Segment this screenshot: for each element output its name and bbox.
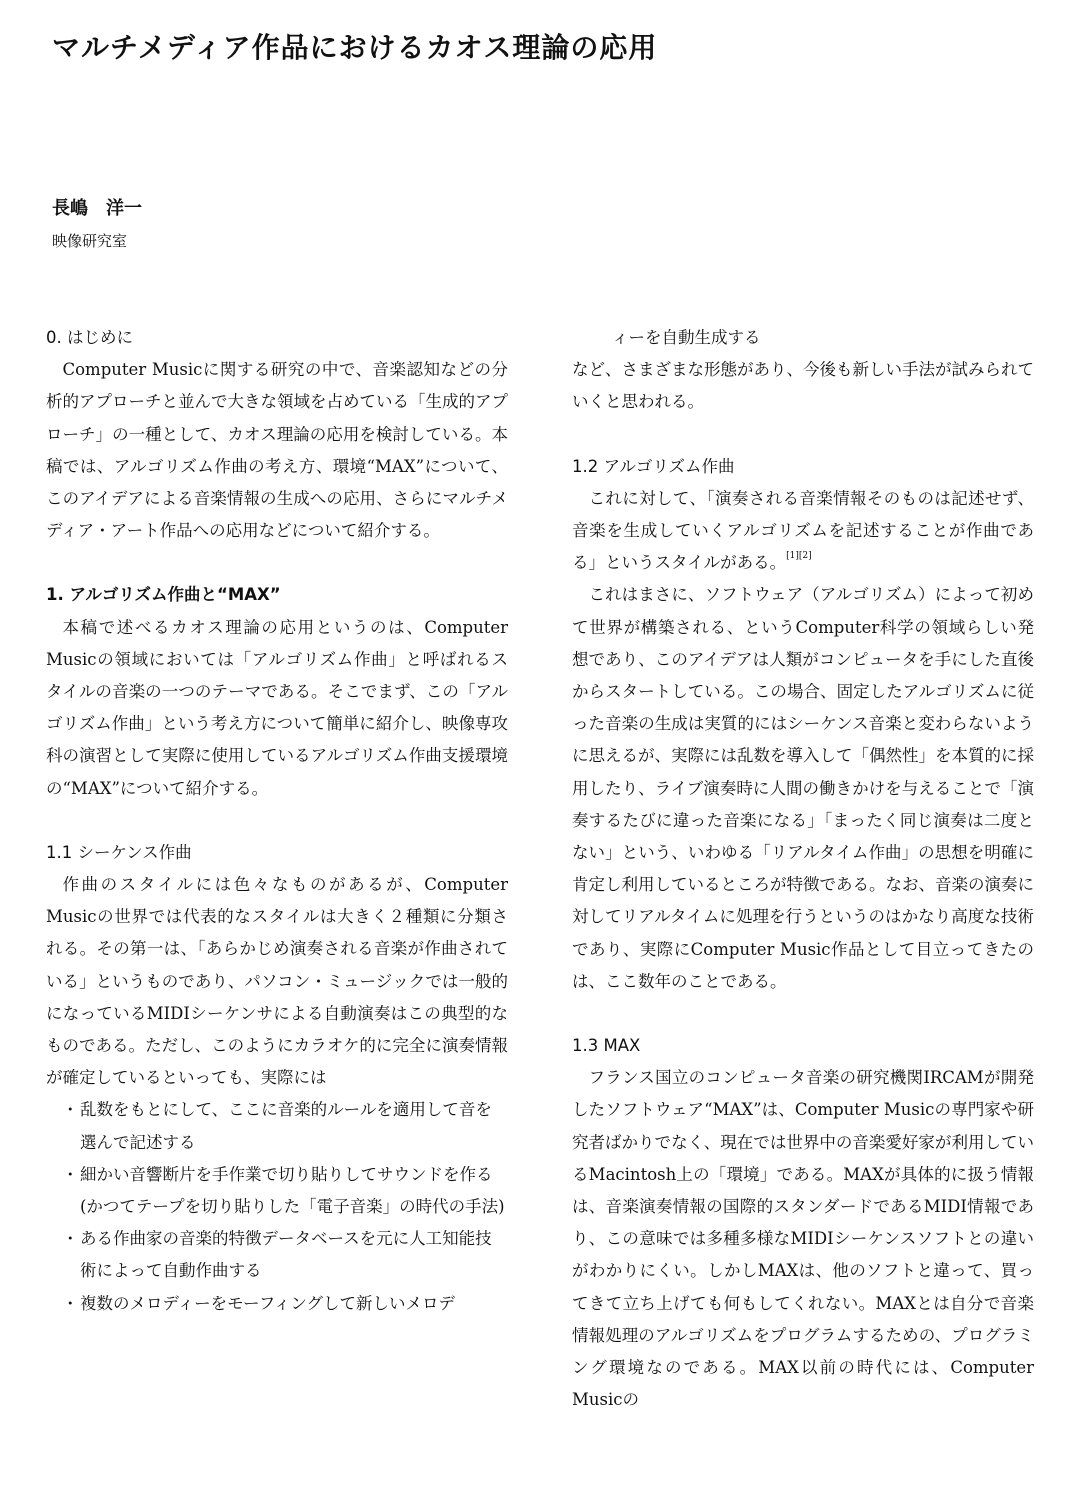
reference-marker: [1][2] — [786, 551, 812, 562]
section-1-2-paragraph-2: これはまさに、ソフトウェア（アルゴリズム）によって初めて世界が構築される、というComputer科学の領域らしい発想であり、このアイデアは人類がコンピュータを手にした直後からスタートしている。この場合、固定したアルゴリズムに従った音楽の生成は実質的にはシーケンス音楽と変わらないように思えるが、実際には乱数を導入して「偶然性」を本質的に採用したり、ライブ演奏時に人間の働きかけを与えることで「演奏するたびに違った音楽になる」「まったく同じ演奏は二度とない」という、いわゆる「リアルタイム作曲」の思想を明確に肯定し利用しているところが特徴である。なお、音楽の演奏に対してリアルタイムに処理を行うというのはかなり高度な技術であり、実際にComputer Music作品として目立ってきたのは、ここ数年のことである。 — [572, 585, 1034, 991]
left-column — [46, 322, 508, 1320]
section-0-paragraph: Computer Musicに関する研究の中で、音楽認知などの分析的アプローチと並んで大きな領域を占めている「生成的アプローチ」の一種として、カオス理論の応用を検討している。本稿では、アルゴリズム作曲の考え方、環境“MAX”について、このアイデアによる音楽情報の生成への応用、さらにマルチメディア・アート作品への応用などについて紹介する。 — [46, 360, 508, 541]
list-item: ・ ある作曲家の音楽的特徴データベースを元に人工知能技術によって自動作曲する — [46, 1223, 508, 1287]
section-1-paragraph: 本稿で述べるカオス理論の応用というのは、Computer Musicの領域においては「アルゴリズム作曲」と呼ばれるスタイルの音楽の一つのテーマである。そこでまず、この「アルゴリズム作曲」という考え方について簡単に紹介し、映像専攻科の演習として実際に使用しているアルゴリズム作曲支援環境の“MAX”について紹介する。 — [46, 617, 508, 798]
list-item-continuation: ィーを自動生成する — [612, 328, 761, 347]
section-0-heading: 0. はじめに — [46, 328, 133, 347]
section-1-3-paragraph: フランス国立のコンピュータ音楽の研究機関IRCAMが開発したソフトウェア“MAX”は、Computer Musicの専門家や研究者ばかりでなく、現在では世界中の音楽愛好家が利用しているMacintosh上の「環境」である。MAXが具体的に扱う情報は、音楽演奏情報の国際的スタンダードであるMIDI情報であり、この意味では多種多様なMIDIシーケンスソフトとの違いがわかりにくい。しかしMAXは、他のソフトと違って、買ってきて立ち上げても何もしてくれない。MAXとは自分で音楽情報処理のアルゴリズムをプログラムするための、プログラミング環境なのである。MAX以前の時代には、Computer Musicの — [572, 1068, 1034, 1410]
right-column — [572, 322, 1034, 1417]
list-item: ・ 複数のメロディーをモーフィングして新しいメロデ — [46, 1288, 508, 1320]
list-item-note: (かつてテープを切り貼りした「電子音楽」の時代の手法) — [80, 1197, 505, 1217]
list-item-text: 細かい音響断片を手作業で切り貼りしてサウンドを作る — [80, 1164, 493, 1184]
section-1-2-heading: 1.2 アルゴリズム作曲 — [572, 456, 735, 476]
author-affiliation: 映像研究室 — [52, 232, 128, 250]
continuation-paragraph: など、さまざまな形態があり、今後も新しい手法が試みられていくと思われる。 — [572, 360, 1034, 412]
section-1-1-paragraph: 作曲のスタイルには色々なものがあるが、Computer Musicの世界では代表的なスタイルは大きく２種類に分類される。その第一は、「あらかじめ演奏される音楽が作曲されている」というものであり、パソコン・ミュージックでは一般的になっているMIDIシーケンサによる自動演奏はこの典型的なものである。ただし、このようにカラオケ的に完全に演奏情報が確定しているといっても、実際には — [46, 875, 508, 1088]
section-1-3-heading: 1.3 MAX — [572, 1036, 641, 1056]
list-item — [46, 1159, 508, 1191]
technique-list — [46, 1094, 508, 1319]
section-1-1-heading: 1.1 シーケンス作曲 — [46, 842, 192, 862]
list-item: ・ 乱数をもとにして、ここに音楽的ルールを適用して音を選んで記述する — [46, 1094, 508, 1158]
paper-title: マルチメディア作品におけるカオス理論の応用 — [52, 31, 658, 64]
section-1-2-paragraph-1 — [572, 483, 1034, 580]
author-name: 長嶋 洋一 — [52, 198, 142, 219]
section-1-heading: 1. アルゴリズム作曲と“MAX” — [46, 585, 281, 605]
section-1-2-text: これに対して、「演奏される音楽情報そのものは記述せず、音楽を生成していくアルゴリズムを記述することが作曲である」というスタイルがある。 — [572, 488, 1034, 573]
